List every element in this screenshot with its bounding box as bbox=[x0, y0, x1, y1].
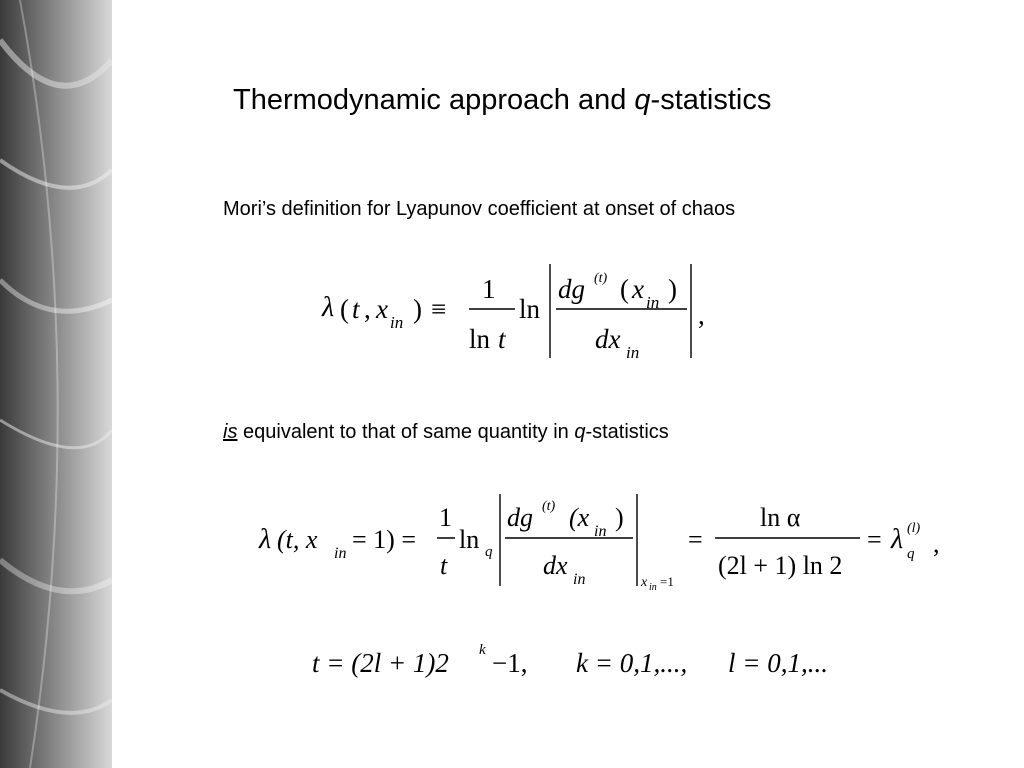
equivalence-q: q bbox=[574, 421, 586, 443]
eq1-arg-open: ( bbox=[620, 274, 629, 304]
mori-definition-text: Mori’s definition for Lyapunov coefficient at onset of chaos bbox=[223, 198, 736, 220]
is-word: is bbox=[223, 421, 238, 443]
eq2-eq-one: = 1) = bbox=[352, 525, 416, 554]
eq1-dx: dx bbox=[595, 324, 621, 354]
eq1-ln: ln bbox=[519, 294, 541, 324]
eq1-dg: dg bbox=[558, 274, 585, 304]
eq2-ln-alpha: ln α bbox=[760, 503, 801, 532]
eq3-minus-one: −1, bbox=[492, 648, 528, 678]
eq2-ln: ln bbox=[459, 525, 480, 554]
eq2-trailing-comma: , bbox=[933, 529, 940, 558]
eq2-lambda-superscript-l: (l) bbox=[907, 521, 921, 536]
eq3-k-list: k = 0,1,..., bbox=[576, 648, 688, 678]
decorative-side-artwork bbox=[0, 0, 112, 768]
eq2-lhs: (t, x bbox=[277, 525, 318, 554]
eq1-denominator-t: t bbox=[498, 324, 506, 354]
eq1-dg-superscript: (t) bbox=[594, 271, 608, 286]
equation-mori-definition bbox=[310, 258, 730, 373]
equation-q-statistics bbox=[255, 488, 955, 603]
eq2-arg-x: (x bbox=[569, 503, 590, 532]
eq2-numerator-one: 1 bbox=[439, 503, 452, 532]
eq1-arg-x: x bbox=[632, 274, 644, 304]
eq2-lambda-subscript-q: q bbox=[907, 546, 915, 562]
slide-title bbox=[233, 84, 933, 117]
eq1-arg-subscript: in bbox=[646, 293, 660, 312]
eq2-eval-x: x bbox=[641, 575, 648, 590]
eq1-comma: , bbox=[364, 294, 371, 324]
eq2-eval-subscript: in bbox=[649, 582, 657, 593]
eq2-lambda-q: λ bbox=[891, 524, 904, 555]
eq1-open-paren: ( bbox=[340, 294, 349, 324]
eq1-dx-subscript: in bbox=[626, 343, 640, 362]
eq2-equals: = bbox=[688, 525, 703, 554]
eq1-equiv: ≡ bbox=[431, 294, 447, 324]
eq2-arg-subscript: in bbox=[594, 523, 607, 540]
eq2-denominator-t: t bbox=[440, 551, 448, 580]
equivalence-text bbox=[223, 421, 669, 444]
title-q: q bbox=[634, 84, 651, 116]
eq2-dg: dg bbox=[507, 503, 533, 532]
eq2-dx-subscript: in bbox=[573, 571, 586, 588]
equation-t-sequence bbox=[310, 638, 870, 693]
eq1-lambda: λ bbox=[322, 292, 335, 323]
eq1-trailing-comma: , bbox=[698, 300, 705, 330]
eq1-numerator-one: 1 bbox=[482, 274, 496, 304]
eq3-superscript-k: k bbox=[479, 642, 486, 658]
eq3-t-expression: t = (2l + 1)2 bbox=[312, 648, 449, 678]
eq2-eval-rest: =1 bbox=[660, 574, 674, 589]
eq2-dx: dx bbox=[543, 551, 568, 580]
eq2-ln-subscript-q: q bbox=[485, 544, 493, 560]
equivalence-middle: equivalent to that of same quantity in bbox=[237, 421, 575, 443]
eq1-x: x bbox=[376, 294, 388, 324]
title-suffix: -statistics bbox=[650, 84, 772, 116]
eq3-l-list: l = 0,1,... bbox=[728, 648, 828, 678]
eq1-t: t bbox=[352, 294, 360, 324]
eq1-denominator-ln: ln bbox=[469, 324, 491, 354]
eq2-equals2: = bbox=[867, 525, 882, 554]
eq2-denominator: (2l + 1) ln 2 bbox=[718, 551, 843, 580]
eq1-close-paren: ) bbox=[413, 294, 422, 324]
eq2-dg-superscript: (t) bbox=[542, 499, 556, 514]
eq2-lambda: λ bbox=[259, 524, 272, 555]
eq2-arg-close: ) bbox=[615, 503, 624, 532]
eq1-arg-close: ) bbox=[668, 274, 677, 304]
equivalence-suffix: -statistics bbox=[585, 421, 669, 443]
eq2-lhs-subscript: in bbox=[334, 545, 347, 562]
eq1-x-subscript: in bbox=[390, 313, 404, 332]
title-prefix: Thermodynamic approach and bbox=[233, 84, 635, 116]
